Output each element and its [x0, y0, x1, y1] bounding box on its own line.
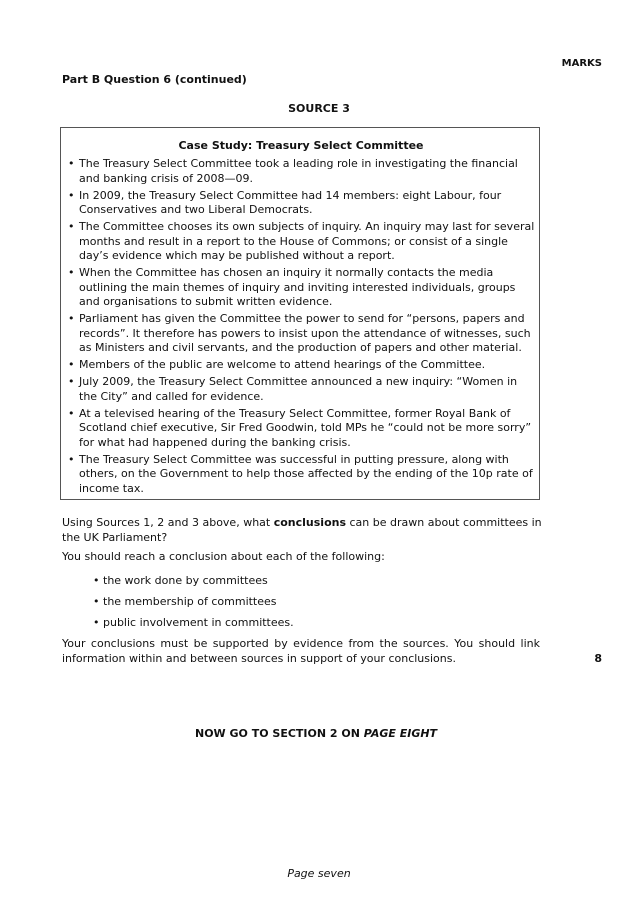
bullet-item: • Members of the public are welcome to attend hearings of the Committee. — [67, 358, 537, 373]
bullet-item: • Parliament has given the Committee the power to send for “persons, papers and records”. It therefore has powers to insist upon the attendance of witnesses, such as Ministers and civil servants, and the production of papers and other material. — [67, 312, 537, 356]
source-heading: SOURCE 3 — [288, 102, 350, 115]
question-keyword: conclusions — [273, 516, 347, 529]
focus-item: • the work done by committees — [93, 574, 294, 595]
focus-item: • the membership of committees — [93, 595, 294, 616]
case-study-title: Case Study: Treasury Select Committee — [178, 139, 424, 152]
marks-column-header: MARKS — [561, 58, 602, 69]
question-marks: 8 — [594, 652, 602, 665]
focus-item: • public involvement in committees. — [93, 616, 294, 637]
case-study-bullets — [67, 157, 537, 499]
bullet-item: • The Treasury Select Committee was successful in putting pressure, along with others, on the Government to help those affected by the ending of the 10p rate of income tax. — [67, 453, 537, 497]
part-heading: Part B Question 6 (continued) — [62, 73, 247, 86]
bullet-item: • The Treasury Select Committee took a leading role in investigating the financial and banking crisis of 2008—09. — [67, 157, 537, 186]
next-section-page: PAGE EIGHT — [363, 727, 438, 740]
support-instruction: Your conclusions must be supported by evidence from the sources. You should link information within and between sources in support of your conclusions. — [62, 637, 540, 665]
bullet-item: • In 2009, the Treasury Select Committee had 14 members: eight Labour, four Conservatives and two Liberal Democrats. — [67, 189, 537, 218]
bullet-item: • At a televised hearing of the Treasury Select Committee, former Royal Bank of Scotland chief executive, Sir Fred Goodwin, told MPs he “could not be more sorry” for what had happened during the banking crisis. — [67, 407, 537, 451]
bullet-item: • When the Committee has chosen an inquiry it normally contacts the media outlining the main themes of inquiry and inviting interested individuals, groups and organisations to submit written evidence. — [67, 266, 537, 310]
focus-list — [93, 574, 294, 637]
bullet-item: • July 2009, the Treasury Select Committee announced a new inquiry: “Women in the City” and called for evidence. — [67, 375, 537, 404]
question-text-end: can be drawn about committees in the UK Parliament? — [62, 516, 542, 544]
question-instruction: You should reach a conclusion about each of the following: — [62, 550, 385, 563]
bullet-item: • The Committee chooses its own subjects of inquiry. An inquiry may last for several months and result in a report to the House of Commons; or consist of a single day’s evidence which may be published without a report. — [67, 220, 537, 264]
next-section-instruction — [195, 727, 437, 740]
page-number: Page seven — [287, 867, 351, 880]
case-study-box — [60, 127, 540, 500]
question-text-start: Using Sources 1, 2 and 3 above, what — [62, 516, 274, 529]
next-section-text: NOW GO TO SECTION 2 ON — [195, 727, 364, 740]
question-text — [62, 516, 542, 545]
